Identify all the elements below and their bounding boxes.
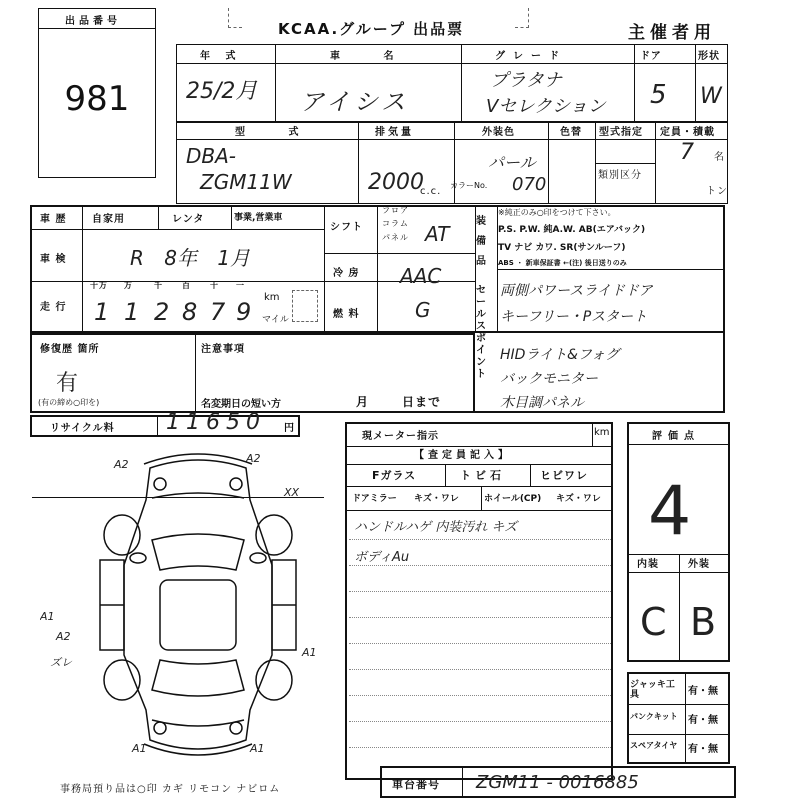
- recycle-digit: 0: [246, 410, 260, 435]
- chip-label: トビ石: [460, 469, 505, 482]
- shift-value: AT: [425, 222, 450, 246]
- equipment-line-1: P.S. P.W. 純A.W. AB(エアバック): [498, 225, 646, 235]
- digit-label: 十万: [90, 281, 108, 290]
- cooling-label: 冷 房: [333, 268, 360, 279]
- inspection-label: 車 検: [40, 254, 67, 265]
- mileage-digit: 1: [124, 298, 140, 326]
- recycle-label: リサイクル料: [50, 423, 115, 434]
- appraiser-label: 【査定員記入】: [414, 450, 512, 461]
- mirror-label: ドアミラー: [352, 494, 397, 504]
- interior-value: C: [640, 600, 667, 644]
- recycle-unit: 円: [284, 423, 295, 434]
- sales-point-item: キーフリー・Pスタート: [500, 309, 648, 325]
- digit-label: 百: [182, 281, 191, 290]
- shift-floor: フロア: [382, 206, 409, 215]
- chassis-value: ZGM11 - 0016885: [476, 772, 639, 793]
- repair-note: (有の締め○印を): [38, 398, 100, 407]
- repair-value: 有: [56, 371, 79, 396]
- model-name-value: アイシス: [300, 88, 410, 116]
- appraiser-note: ハンドルハゲ 内装汚れ キズ: [354, 520, 518, 535]
- damage-mark: A1: [250, 742, 265, 755]
- accessory-label: ジャッキ工具: [630, 680, 675, 700]
- note-rules: [349, 513, 611, 778]
- history-label: 車 歴: [40, 214, 67, 225]
- person-unit: 名: [714, 152, 725, 163]
- accessory-label: パンクキット: [630, 712, 678, 721]
- mileage-digit: 8: [182, 298, 198, 326]
- organizer-label: 主催者用: [628, 23, 716, 43]
- recycle-digit: 1: [186, 410, 200, 435]
- damage-mark: ズレ: [50, 656, 72, 669]
- accessory-status: 有・無: [688, 715, 718, 726]
- damage-mark: A2: [114, 458, 129, 471]
- score-label: 評価点: [652, 431, 700, 442]
- mileage-digit: 9: [236, 298, 252, 326]
- cc-unit: c.c.: [420, 186, 442, 197]
- grade-value-2: Vセレクション: [486, 96, 606, 117]
- type-spec-label: 型式指定: [599, 127, 643, 138]
- deadline-label: 名変期日の短い方: [201, 399, 281, 410]
- color-label: 外装色: [482, 127, 515, 138]
- cooling-value: AAC: [400, 264, 442, 288]
- color-change-label: 色替: [560, 127, 582, 138]
- car-diagram: [40, 440, 340, 770]
- km-unit: km: [264, 292, 280, 303]
- shape-value: W: [700, 84, 722, 109]
- damage-mark: A2: [246, 452, 261, 465]
- interior-label: 内装: [637, 559, 659, 570]
- equipment-line-2: TV ナビ カワ. SR(サンルーフ): [498, 243, 626, 253]
- wheel-status: キズ・ワレ: [556, 494, 601, 504]
- damage-mark: A1: [132, 742, 147, 755]
- damage-mark: A1: [302, 646, 317, 659]
- appraiser-note: ボディAu: [354, 550, 410, 565]
- model-value-1: DBA-: [186, 144, 237, 168]
- accessory-status: 有・無: [688, 686, 718, 697]
- year-label: 年 式: [200, 51, 242, 62]
- damage-mark: A1: [40, 610, 55, 623]
- digit-label: 十: [210, 281, 219, 290]
- lot-box: [38, 8, 156, 178]
- damage-mark: XX: [284, 486, 300, 499]
- doors-value: 5: [650, 80, 667, 110]
- recycle-digits: [160, 410, 280, 436]
- shift-panel: パネル: [382, 233, 409, 242]
- office-items-text: 事務局預り品は○印 カギ リモコン ナビロム: [60, 784, 281, 795]
- equipment-note: ※純正のみ○印をつけて下さい。: [498, 208, 616, 217]
- sales-point-item: バックモニター: [500, 371, 598, 387]
- glass-label: Fガラス: [372, 469, 417, 482]
- history-private: 自家用: [92, 214, 125, 225]
- digit-label: 一: [236, 281, 245, 290]
- accessory-status: 有・無: [688, 744, 718, 755]
- ton-unit: トン: [706, 186, 728, 197]
- score-value: 4: [648, 472, 692, 551]
- digit-label: 万: [124, 281, 133, 290]
- model-type-label: 型 式: [235, 127, 319, 138]
- sales-point-label: セールスポイント: [476, 285, 486, 380]
- lot-number: 981: [64, 79, 130, 119]
- chassis-label: 車台番号: [392, 778, 440, 791]
- mileage-digit: 7: [210, 298, 226, 326]
- shift-label: シフト: [330, 222, 363, 233]
- wheel-label: ホイール(CP): [484, 494, 542, 504]
- accessory-label: スペアタイヤ: [630, 741, 678, 750]
- doors-label: ドア: [640, 51, 662, 62]
- exterior-label: 外装: [688, 559, 710, 570]
- mile-unit: マイル: [262, 315, 289, 325]
- equipment-line-3: ABS ・ 新車保証書 ←(注) 後日送りのみ: [498, 259, 627, 267]
- mileage-label: 走 行: [40, 302, 67, 313]
- color-no-value: 070: [512, 174, 547, 195]
- category-label: 類別区分: [598, 170, 642, 181]
- sales-point-item: HIDライト&フォグ: [500, 347, 620, 363]
- month-label: 月: [356, 395, 370, 409]
- history-rental: レンタ: [172, 214, 205, 225]
- day-label: 日まで: [402, 395, 442, 409]
- displacement-label: 排気量: [375, 127, 414, 138]
- displacement-value: 2000: [368, 170, 424, 195]
- mileage-digit: 1: [94, 298, 110, 326]
- mileage-digit: 2: [154, 298, 170, 326]
- model-value-2: ZGM11W: [200, 170, 292, 194]
- year-value: 25/2月: [186, 79, 258, 104]
- capacity-label: 定員・積載: [660, 127, 715, 138]
- sales-point-item: 両側パワースライドドア: [500, 283, 653, 299]
- inspection-value: R 8年 1月: [130, 246, 251, 270]
- meter-label: 現メーター指示: [362, 431, 439, 442]
- mileage-digit-row: [84, 280, 260, 330]
- shift-column: コラム: [382, 219, 409, 228]
- fuel-label: 燃 料: [333, 309, 360, 320]
- sales-point-item: 木目調パネル: [500, 395, 584, 411]
- name-label: 車 名: [330, 51, 414, 62]
- color-no-label: カラーNo.: [450, 181, 488, 190]
- grade-label: グレード: [495, 51, 567, 62]
- mirror-status: キズ・ワレ: [414, 494, 459, 504]
- lot-label: 出品番号: [65, 16, 121, 27]
- grade-value-1: プラタナ: [490, 70, 562, 91]
- exterior-value: B: [690, 600, 717, 644]
- history-business: 事業,営業車: [234, 213, 283, 223]
- repair-label: 修復歴 箇所: [40, 344, 100, 355]
- recycle-digit: 1: [166, 410, 180, 435]
- digit-label: 千: [154, 281, 163, 290]
- shape-label: 形状: [698, 51, 720, 62]
- group-title: KCAA.グループ 出品票: [278, 20, 465, 38]
- damage-mark: A2: [56, 630, 71, 643]
- color-value: パール: [488, 153, 536, 172]
- notice-label: 注意事項: [201, 344, 245, 355]
- recycle-digit: 5: [226, 410, 240, 435]
- equipment-label: 装備品: [476, 216, 486, 267]
- crack-label: ヒビワレ: [540, 469, 588, 482]
- capacity-value: 7: [680, 140, 694, 165]
- meter-unit: km: [594, 427, 610, 438]
- recycle-digit: 6: [206, 410, 220, 435]
- fuel-value: G: [415, 298, 431, 322]
